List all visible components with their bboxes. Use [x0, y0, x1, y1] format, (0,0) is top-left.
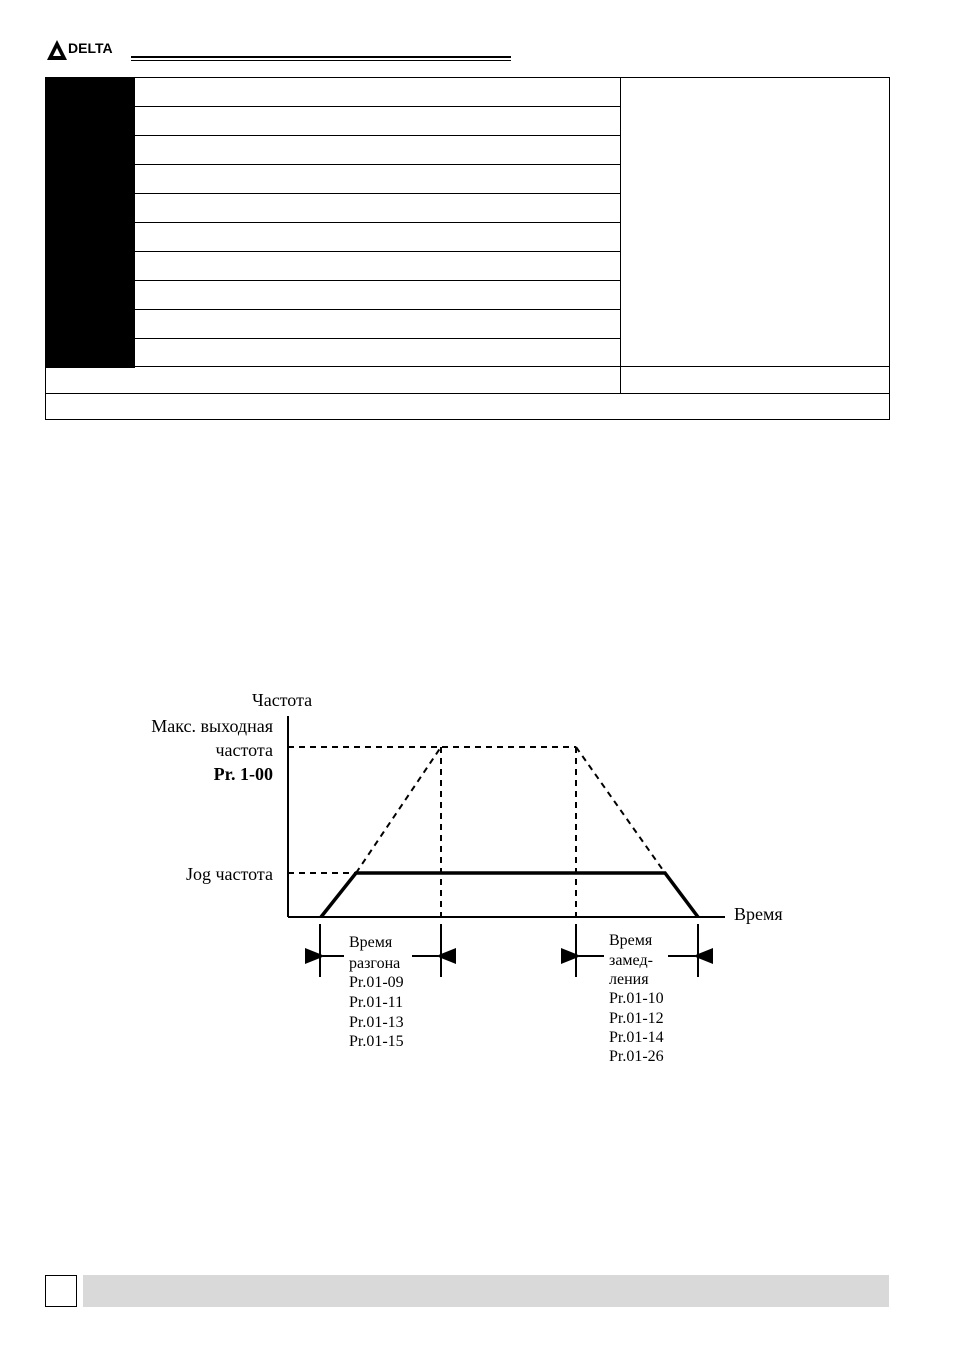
header-rule-thin	[131, 60, 511, 61]
decel-param: Pr.01-12	[609, 1010, 664, 1027]
param-cell-10	[46, 339, 135, 368]
decel-param: Pr.01-26	[609, 1048, 664, 1065]
decel-title-3: ления	[609, 971, 649, 988]
table-row-divider	[135, 338, 620, 339]
max-freq-label-2: частота	[215, 740, 273, 760]
accel-param: Pr.01-15	[349, 1033, 404, 1050]
table-row-divider	[135, 280, 620, 281]
table-row-divider	[135, 251, 620, 252]
table-row-divider	[135, 309, 620, 310]
decel-param: Pr.01-10	[609, 990, 664, 1007]
param-cell-2	[46, 107, 135, 136]
accel-param: Pr.01-13	[349, 1014, 404, 1031]
page-number-box	[45, 1275, 77, 1307]
param-cell-8	[46, 281, 135, 310]
x-axis-label: Время	[734, 904, 783, 924]
decel-param: Pr.01-14	[609, 1029, 664, 1046]
accel-param: Pr.01-09	[349, 974, 404, 991]
param-cell-1	[46, 78, 135, 107]
table-row-divider	[135, 193, 620, 194]
param-cell-6	[46, 223, 135, 252]
param-cell-9	[46, 310, 135, 339]
jog-freq-label: Jog частота	[185, 864, 273, 884]
y-axis-label: Частота	[252, 690, 313, 710]
param-cell-4	[46, 165, 135, 194]
table-row-divider	[135, 106, 620, 107]
accel-title-2: разгона	[349, 955, 401, 972]
table-row-divider	[46, 393, 889, 394]
decel-title: Время	[609, 932, 653, 949]
page-header	[45, 36, 515, 66]
table-row-divider	[135, 222, 620, 223]
header-rule	[131, 56, 511, 58]
param-cell-7	[46, 252, 135, 281]
accel-title: Время	[349, 934, 393, 951]
decel-dash-slope	[576, 747, 665, 873]
max-freq-label: Макс. выходная	[151, 716, 273, 736]
table-row-divider	[135, 135, 620, 136]
footer-bar	[83, 1275, 889, 1307]
decel-title-2: замед-	[609, 952, 653, 969]
table-row-divider	[135, 164, 620, 165]
accel-param: Pr.01-11	[349, 994, 404, 1011]
jog-timing-diagram	[120, 680, 820, 1080]
max-freq-param: Pr. 1-00	[213, 764, 273, 784]
table-row-divider	[46, 366, 889, 367]
jog-profile	[321, 873, 698, 917]
logo-text: DELTA	[68, 40, 113, 56]
table-column-divider	[620, 78, 621, 393]
param-cell-5	[46, 194, 135, 223]
param-cell-3	[46, 136, 135, 165]
parameter-table	[45, 77, 890, 420]
accel-dash-slope	[356, 747, 441, 873]
